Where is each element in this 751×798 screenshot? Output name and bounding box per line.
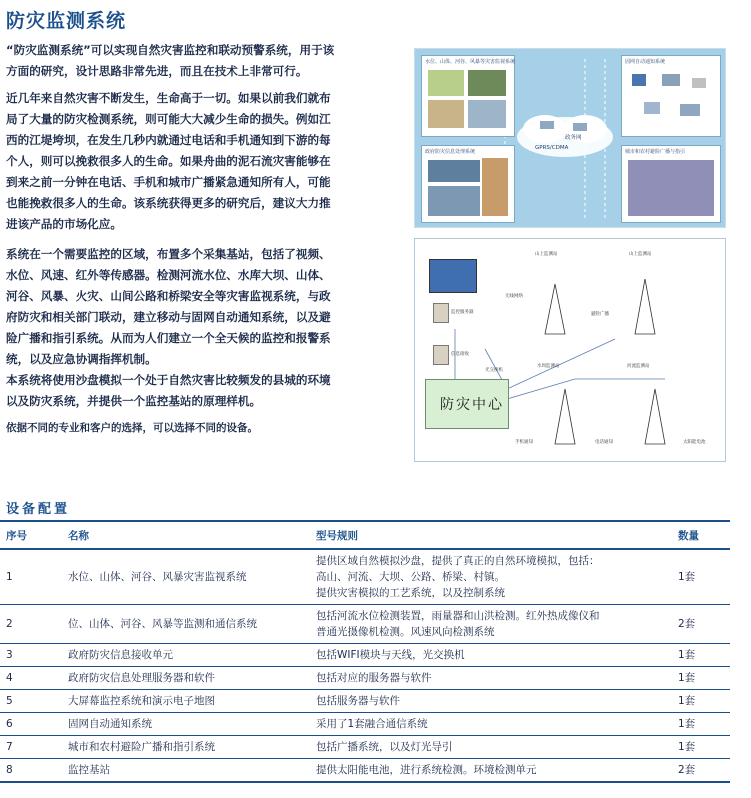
fax-icon — [692, 78, 706, 88]
monitor-wall-photo — [428, 186, 480, 216]
row-qty: 2套 — [656, 605, 730, 644]
header-qty: 数量 — [656, 521, 730, 549]
intro-paragraph: “防灾监测系统”可以实现自然灾害监控和联动预警系统，用于该方面的研究，设计思路非常先进，而且在技术上非常可行。 — [6, 43, 335, 78]
server-icon — [540, 121, 554, 129]
row-no: 8 — [0, 759, 62, 783]
spec-line: 包括对应的服务器与软件 — [316, 672, 432, 684]
row-no: 7 — [0, 736, 62, 759]
telephone-icon — [680, 104, 700, 116]
panel-government: 政府防灾信息处理系统 — [421, 145, 515, 223]
row-qty: 2套 — [656, 759, 730, 783]
row-name: 城市和农村避险广播和指引系统 — [62, 736, 310, 759]
equipment-table — [0, 520, 730, 783]
row-qty: 1套 — [656, 667, 730, 690]
cloud-label-gprs: GPRS/CDMA — [535, 145, 569, 151]
header-spec: 型号规则 — [310, 521, 656, 549]
row-spec — [310, 759, 656, 783]
table-row — [0, 644, 730, 667]
row-spec — [310, 713, 656, 736]
spec-line: 提供区域自然模拟沙盘，提供了真正的自然环境模拟，包括： — [316, 555, 600, 567]
spec-line: 普通光摄像机检测。风速风向检测系统 — [316, 626, 495, 638]
spec-line: 高山、河流、大坝、公路、桥梁、村镇。 — [316, 571, 505, 583]
sandbox-paragraph: 本系统将使用沙盘模拟一个处于自然灾害比较频发的县城的环境以及防灾系统，并提供一个监控基站的原理样机。 — [6, 373, 331, 408]
row-no: 5 — [0, 690, 62, 713]
spec-line: 包括河流水位检测装置，雨量器和山洪检测。红外热成像仪和 — [316, 610, 600, 622]
table-row — [0, 690, 730, 713]
panel-notification: 固网自动通知系统 — [621, 55, 721, 137]
evacuation-map — [628, 160, 714, 216]
spec-line: 包括服务器与软件 — [316, 695, 400, 707]
table-row — [0, 667, 730, 690]
row-qty: 1套 — [656, 736, 730, 759]
dam-photo — [428, 70, 464, 96]
row-no: 2 — [0, 605, 62, 644]
spec-line: 包括广播系统，以及灯光导引 — [316, 741, 453, 753]
row-qty: 1套 — [656, 644, 730, 667]
spec-line: 包括WIFI模块与天线，光交换机 — [316, 649, 465, 661]
page-title: 防灾监测系统 — [6, 10, 127, 32]
panel-broadcast: 城市和农村避险广播与指引 — [621, 145, 721, 223]
row-name: 大屏幕监控系统和演示电子地图 — [62, 690, 310, 713]
row-spec — [310, 549, 656, 605]
table-body — [0, 549, 730, 782]
table-row — [0, 605, 730, 644]
system-paragraph: 系统在一个需要监控的区域，布置多个采集基站，包括了视频、水位、风速、红外等传感器。检测河流水位、水库大坝、山体、河谷、风暴、火灾、山间公路和桥梁安全等灾害监视系统，与政府防灾和相关部门联动，建立移动与固网自动通知系统，以及避险广播和指引系统。从而为人们建立一个全天候的监控和报警系统，以及应急协调指挥机制。 — [6, 247, 331, 366]
header-name: 名称 — [62, 521, 310, 549]
spec-line: 采用了1套融合通信系统 — [316, 718, 428, 730]
table-row — [0, 759, 730, 783]
row-no: 4 — [0, 667, 62, 690]
background-paragraph: 近几年来自然灾害不断发生，生命高于一切。如果以前我们就布局了大量的防灾检测系统，则可能大大减少生命的损失。例如江西的江堤垮坝，在发生几秒内就通过电话和手机通知到下游的每个人，则可以挽救很多人的生命。如果舟曲的泥石流灾害能够在到来之前一分钟在电话、手机和城市广播紧急通知所有人，可能也能挽救很多人的生命。该系统获得更多的研究后，建议大力推进该产品的市场化应。 — [6, 91, 331, 231]
video-wall — [429, 259, 477, 293]
storm-photo — [468, 100, 506, 128]
row-name: 监控基站 — [62, 759, 310, 783]
phone-icon — [632, 74, 646, 86]
equipment-section-title: 设备配置 — [6, 502, 71, 517]
spec-line: 提供灾害模拟的工艺系统，以及控制系统 — [316, 587, 505, 599]
table-header-row — [0, 521, 730, 549]
row-spec — [310, 690, 656, 713]
row-no: 3 — [0, 644, 62, 667]
row-spec — [310, 667, 656, 690]
mobile-icon — [644, 102, 660, 114]
row-spec — [310, 736, 656, 759]
panel-monitoring: 水位、山体、河谷、风暴等灾害监视系统 — [421, 55, 515, 137]
cloud-label-govnet: 政务网 — [565, 135, 582, 141]
row-name: 固网自动通知系统 — [62, 713, 310, 736]
operator-photo — [482, 158, 508, 216]
control-room-photo — [428, 160, 480, 182]
row-name: 水位、山体、河谷、风暴灾害监视系统 — [62, 549, 310, 605]
header-no: 序号 — [0, 521, 62, 549]
river-photo — [428, 100, 464, 128]
spec-line: 提供太阳能电池，进行系统检测。环境检测单元 — [316, 764, 537, 776]
row-qty: 1套 — [656, 713, 730, 736]
row-no: 1 — [0, 549, 62, 605]
table-row — [0, 549, 730, 605]
overview-illustration — [414, 48, 726, 228]
row-spec — [310, 644, 656, 667]
server-tower-icon — [433, 303, 449, 323]
receiver-icon — [433, 345, 449, 365]
network-diagram: 防灾中心 山上监测站 山上监测站 水坝监测站 河流监测站 监控服务器 信息接收 无线网络 光交换机 避险广播 手机通知 电话通知 太阳能电池 — [414, 238, 726, 462]
row-name: 政府防灾信息处理服务器和软件 — [62, 667, 310, 690]
selection-note: 依据不同的专业和客户的选择，可以选择不同的设备。 — [6, 422, 258, 434]
row-qty: 1套 — [656, 690, 730, 713]
row-name: 位、山体、河谷、风暴等监测和通信系统 — [62, 605, 310, 644]
router-icon — [573, 123, 587, 131]
row-qty: 1套 — [656, 549, 730, 605]
computer-icon — [662, 74, 680, 86]
row-spec — [310, 605, 656, 644]
table-row — [0, 736, 730, 759]
row-name: 政府防灾信息接收单元 — [62, 644, 310, 667]
row-no: 6 — [0, 713, 62, 736]
disaster-center-box: 防灾中心 — [425, 379, 509, 429]
table-row — [0, 713, 730, 736]
mountain-photo — [468, 70, 506, 96]
